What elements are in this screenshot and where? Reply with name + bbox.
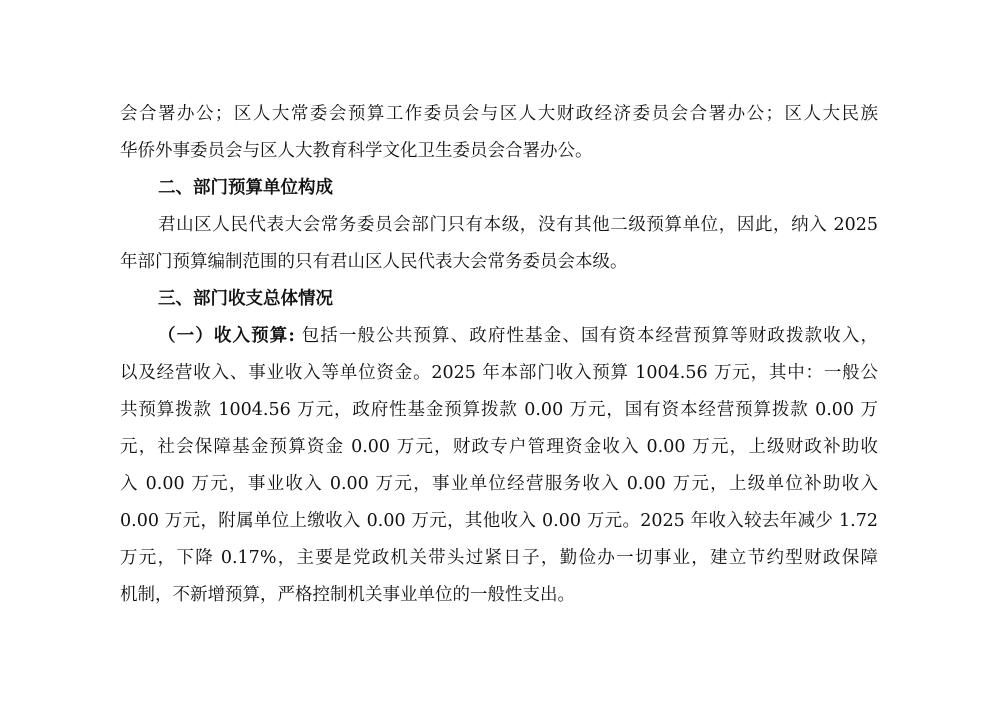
paragraph-text: 包括一般公共预算、政府性基金、国有资本经营预算等财政拨款收入， <box>294 326 878 346</box>
paragraph-line: 0.00 万元，附属单位上缴收入 0.00 万元，其他收入 0.00 万元。2025 年收入较去年减少 1.72 <box>120 511 878 531</box>
paragraph-line: 君山区人民代表大会常务委员会部门只有本级，没有其他二级预算单位，因此，纳入 2025 <box>158 215 878 235</box>
paragraph-line: 年部门预算编制范围的只有君山区人民代表大会常务委员会本级。 <box>120 252 628 272</box>
section-heading: 二、部门预算单位构成 <box>158 178 333 198</box>
paragraph-line <box>120 318 878 355</box>
paragraph-line: 元，社会保障基金预算资金 0.00 万元，财政专户管理资金收入 0.00 万元，上级财政补助收 <box>120 437 878 457</box>
paragraph-line: 以及经营收入、事业收入等单位资金。2025 年本部门收入预算 1004.56 万元，其中：一般公 <box>120 363 878 383</box>
paragraph-line: 万元，下降 0.17%，主要是党政机关带头过紧日子，勤俭办一切事业，建立节约型财政保障 <box>120 548 878 568</box>
paragraph-line: 会合署办公；区人大常委会预算工作委员会与区人大财政经济委员会合署办公；区人大民族 <box>120 104 878 124</box>
paragraph-line: 机制，不新增预算，严格控制机关事业单位的一般性支出。 <box>120 585 575 605</box>
subsection-label: （一）收入预算: <box>158 326 295 346</box>
paragraph-line: 共预算拨款 1004.56 万元，政府性基金预算拨款 0.00 万元，国有资本经营预算拨款 0.00 万 <box>120 400 878 420</box>
section-heading: 三、部门收支总体情况 <box>158 289 333 309</box>
paragraph-line: 华侨外事委员会与区人大教育科学文化卫生委员会合署办公。 <box>120 141 593 161</box>
document-page <box>120 96 878 614</box>
paragraph-line: 入 0.00 万元，事业收入 0.00 万元，事业单位经营服务收入 0.00 万元，上级单位补助收入 <box>120 474 878 494</box>
